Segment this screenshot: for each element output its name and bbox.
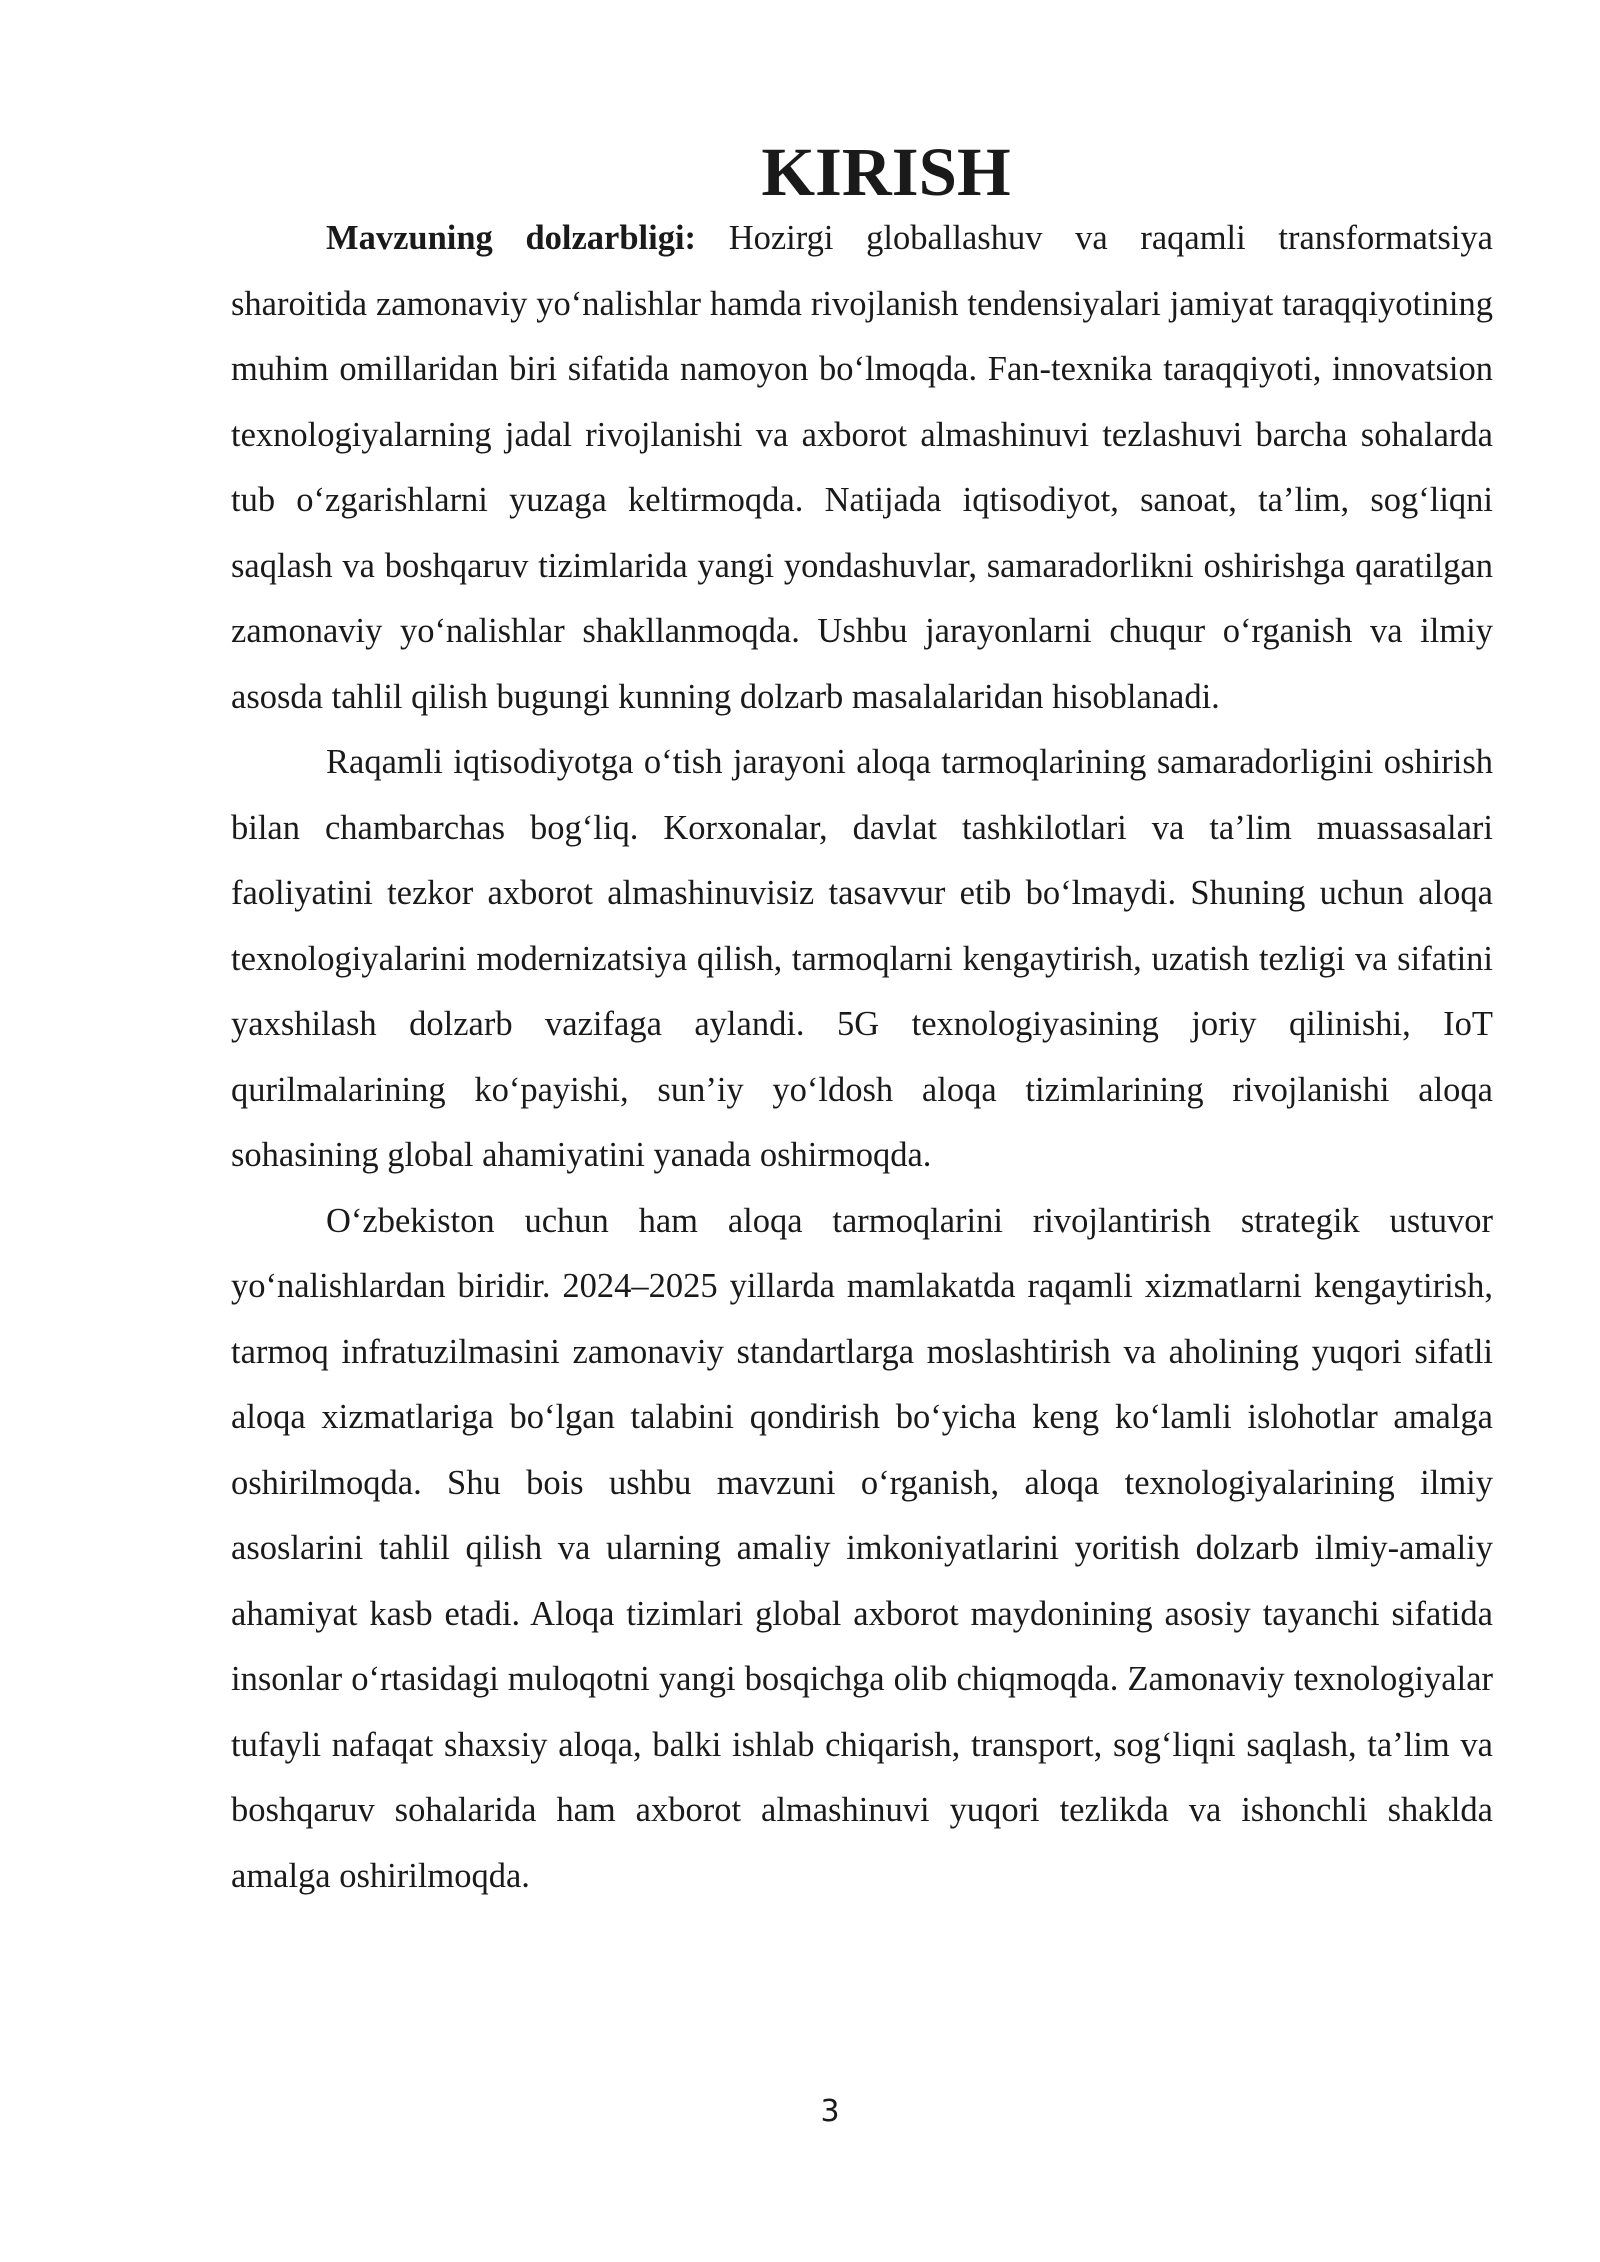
paragraph-digital-economy bbox=[231, 730, 1493, 1189]
paragraph-text: Raqamli iqtisodiyotga o‘tish jarayoni aloqa tarmoqlarining samaradorligini oshirish bilan chambarchas bog‘liq. Korxonalar, davlat tashkilotlari va ta’lim muassasalari faoliyatini tezkor axborot almashinuvisiz tasavvur etib bo‘lmaydi. Shuning uchun aloqa texnologiyalarini modernizatsiya qilish, tarmoqlarni kengaytirish, uzatish tezligi va sifatini yaxshilash dolzarb vazifaga aylandi. 5G texnologiyasining joriy qilinishi, IoT qurilmalarining ko‘payishi, sun’iy yo‘ldosh aloqa tizimlarining rivojlanishi aloqa sohasining global ahamiyatini yanada oshirmoqda. bbox=[231, 743, 1493, 1174]
paragraph-uzbekistan bbox=[231, 1189, 1493, 1910]
paragraph-relevance bbox=[231, 206, 1493, 730]
section-heading: KIRISH bbox=[761, 134, 1011, 210]
paragraph-text: O‘zbekiston uchun ham aloqa tarmoqlarini rivojlantirish strategik ustuvor yo‘nalishlardan biridir. 2024–2025 yillarda mamlakatda raqamli xizmatlarni kengaytirish, tarmoq infratuzilmasini zamonaviy standartlarga moslashtirish va aholining yuqori sifatli aloqa xizmatlariga bo‘lgan talabini qondirish bo‘yicha keng ko‘lamli islohotlar amalga oshirilmoqda. Shu bois ushbu mavzuni o‘rganish, aloqa texnologiyalarining ilmiy asoslarini tahlil qilish va ularning amaliy imkoniyatlarini yoritish dolzarb ilmiy-amaliy ahamiyat kasb etadi. Aloqa tizimlari global axborot maydonining asosiy tayanchi sifatida insonlar o‘rtasidagi muloqotni yangi bosqichga olib chiqmoqda. Zamonaviy texnologiyalar tufayli nafaqat shaxsiy aloqa, balki ishlab chiqarish, transport, sog‘liqni saqlash, ta’lim va boshqaruv sohalarida ham axborot almashinuvi yuqori tezlikda va ishonchli shaklda amalga oshirilmoqda. bbox=[231, 1201, 1493, 1895]
paragraph-text: Hozirgi globallashuv va raqamli transformatsiya sharoitida zamonaviy yo‘nalishlar hamda rivojlanish tendensiyalari jamiyat taraqqiyotining muhim omillaridan biri sifatida namoyon bo‘lmoqda. Fan-texnika taraqqiyoti, innovatsion texnologiyalarning jadal rivojlanishi va axborot almashinuvi tezlashuvi barcha sohalarda tub o‘zgarishlarni yuzaga keltirmoqda. Natijada iqtisodiyot, sanoat, ta’lim, sog‘liqni saqlash va boshqaruv tizimlarida yangi yondashuvlar, samaradorlikni oshirishga qaratilgan zamonaviy yo‘nalishlar shakllanmoqda. Ushbu jarayonlarni chuqur o‘rganish va ilmiy asosda tahlil qilish bugungi kunning dolzarb masalalaridan hisoblanadi. bbox=[231, 219, 1493, 716]
page-number: 3 bbox=[820, 2094, 840, 2129]
page-body bbox=[231, 134, 1493, 1909]
paragraph-lead: Mavzuning dolzarbligi: bbox=[326, 219, 697, 257]
